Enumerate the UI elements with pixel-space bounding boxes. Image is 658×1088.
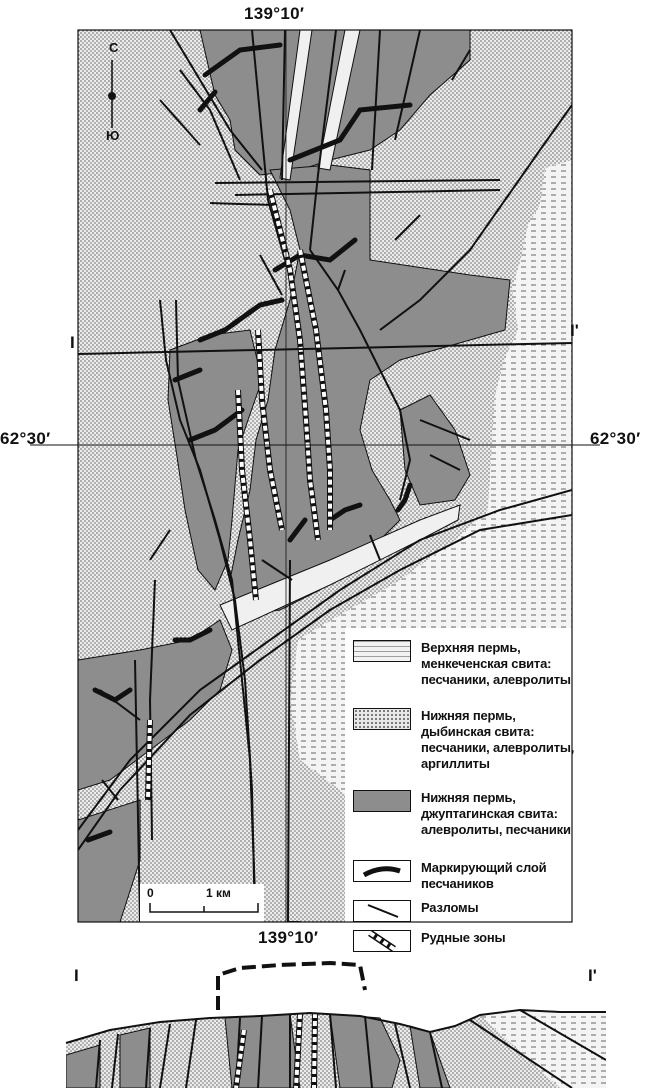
legend-text-line: Рудные зоны <box>421 930 506 945</box>
legend-swatch-lower-perm-dybin <box>353 708 411 730</box>
legend-text-line: песчаники, алевролиты <box>421 672 571 687</box>
legend-item-marker-layer <box>353 860 546 892</box>
legend-item-upper-perm <box>353 640 571 688</box>
map-section-label-left: I <box>70 333 75 352</box>
legend-swatch-upper-perm <box>353 640 411 662</box>
legend-text-line: джуптагинская свита: <box>421 806 558 821</box>
map-section-label-right: I' <box>570 321 579 340</box>
legend-text-line: дыбинская свита: <box>421 724 535 739</box>
legend-text-line: менкеченская свита: <box>421 656 552 671</box>
cross-section <box>66 963 606 1088</box>
legend-text-line: алевролиты, песчаники <box>421 822 571 837</box>
legend-text-line: Верхняя пермь, <box>421 640 521 655</box>
legend-text-line: Нижняя пермь, <box>421 790 516 805</box>
longitude-label-top: 139°10′ <box>244 4 305 23</box>
legend-item-ore-zones <box>353 930 505 952</box>
legend-item-faults <box>353 900 478 922</box>
legend-text-line: песчаников <box>421 876 494 891</box>
scale-start-label: 0 <box>147 886 154 900</box>
legend-swatch-lower-perm-djupt <box>353 790 411 812</box>
north-label: С <box>109 40 119 55</box>
map-area <box>78 30 575 922</box>
legend-text-line: Разломы <box>421 900 479 915</box>
legend-text-line: песчаники, алевролиты, <box>421 740 575 755</box>
legend-swatch-ore-zones <box>353 930 411 952</box>
legend-swatch-faults <box>353 900 411 922</box>
legend-item-lower-perm-djupt <box>353 790 571 838</box>
latitude-label-right: 62°30′ <box>590 429 641 448</box>
scale-end-label: 1 км <box>206 886 231 900</box>
cross-section-label-left: I <box>74 966 79 985</box>
longitude-label-bottom: 139°10′ <box>258 928 319 947</box>
legend-text-line: Нижняя пермь, <box>421 708 516 723</box>
cross-section-label-right: I' <box>588 966 597 985</box>
latitude-label-left: 62°30′ <box>0 429 51 448</box>
legend-item-lower-perm-dybin <box>353 708 574 772</box>
legend-text-line: аргиллиты <box>421 756 490 771</box>
legend-swatch-marker-layer <box>353 860 411 882</box>
legend-text-line: Маркирующий слой <box>421 860 547 875</box>
south-label: Ю <box>106 128 120 143</box>
